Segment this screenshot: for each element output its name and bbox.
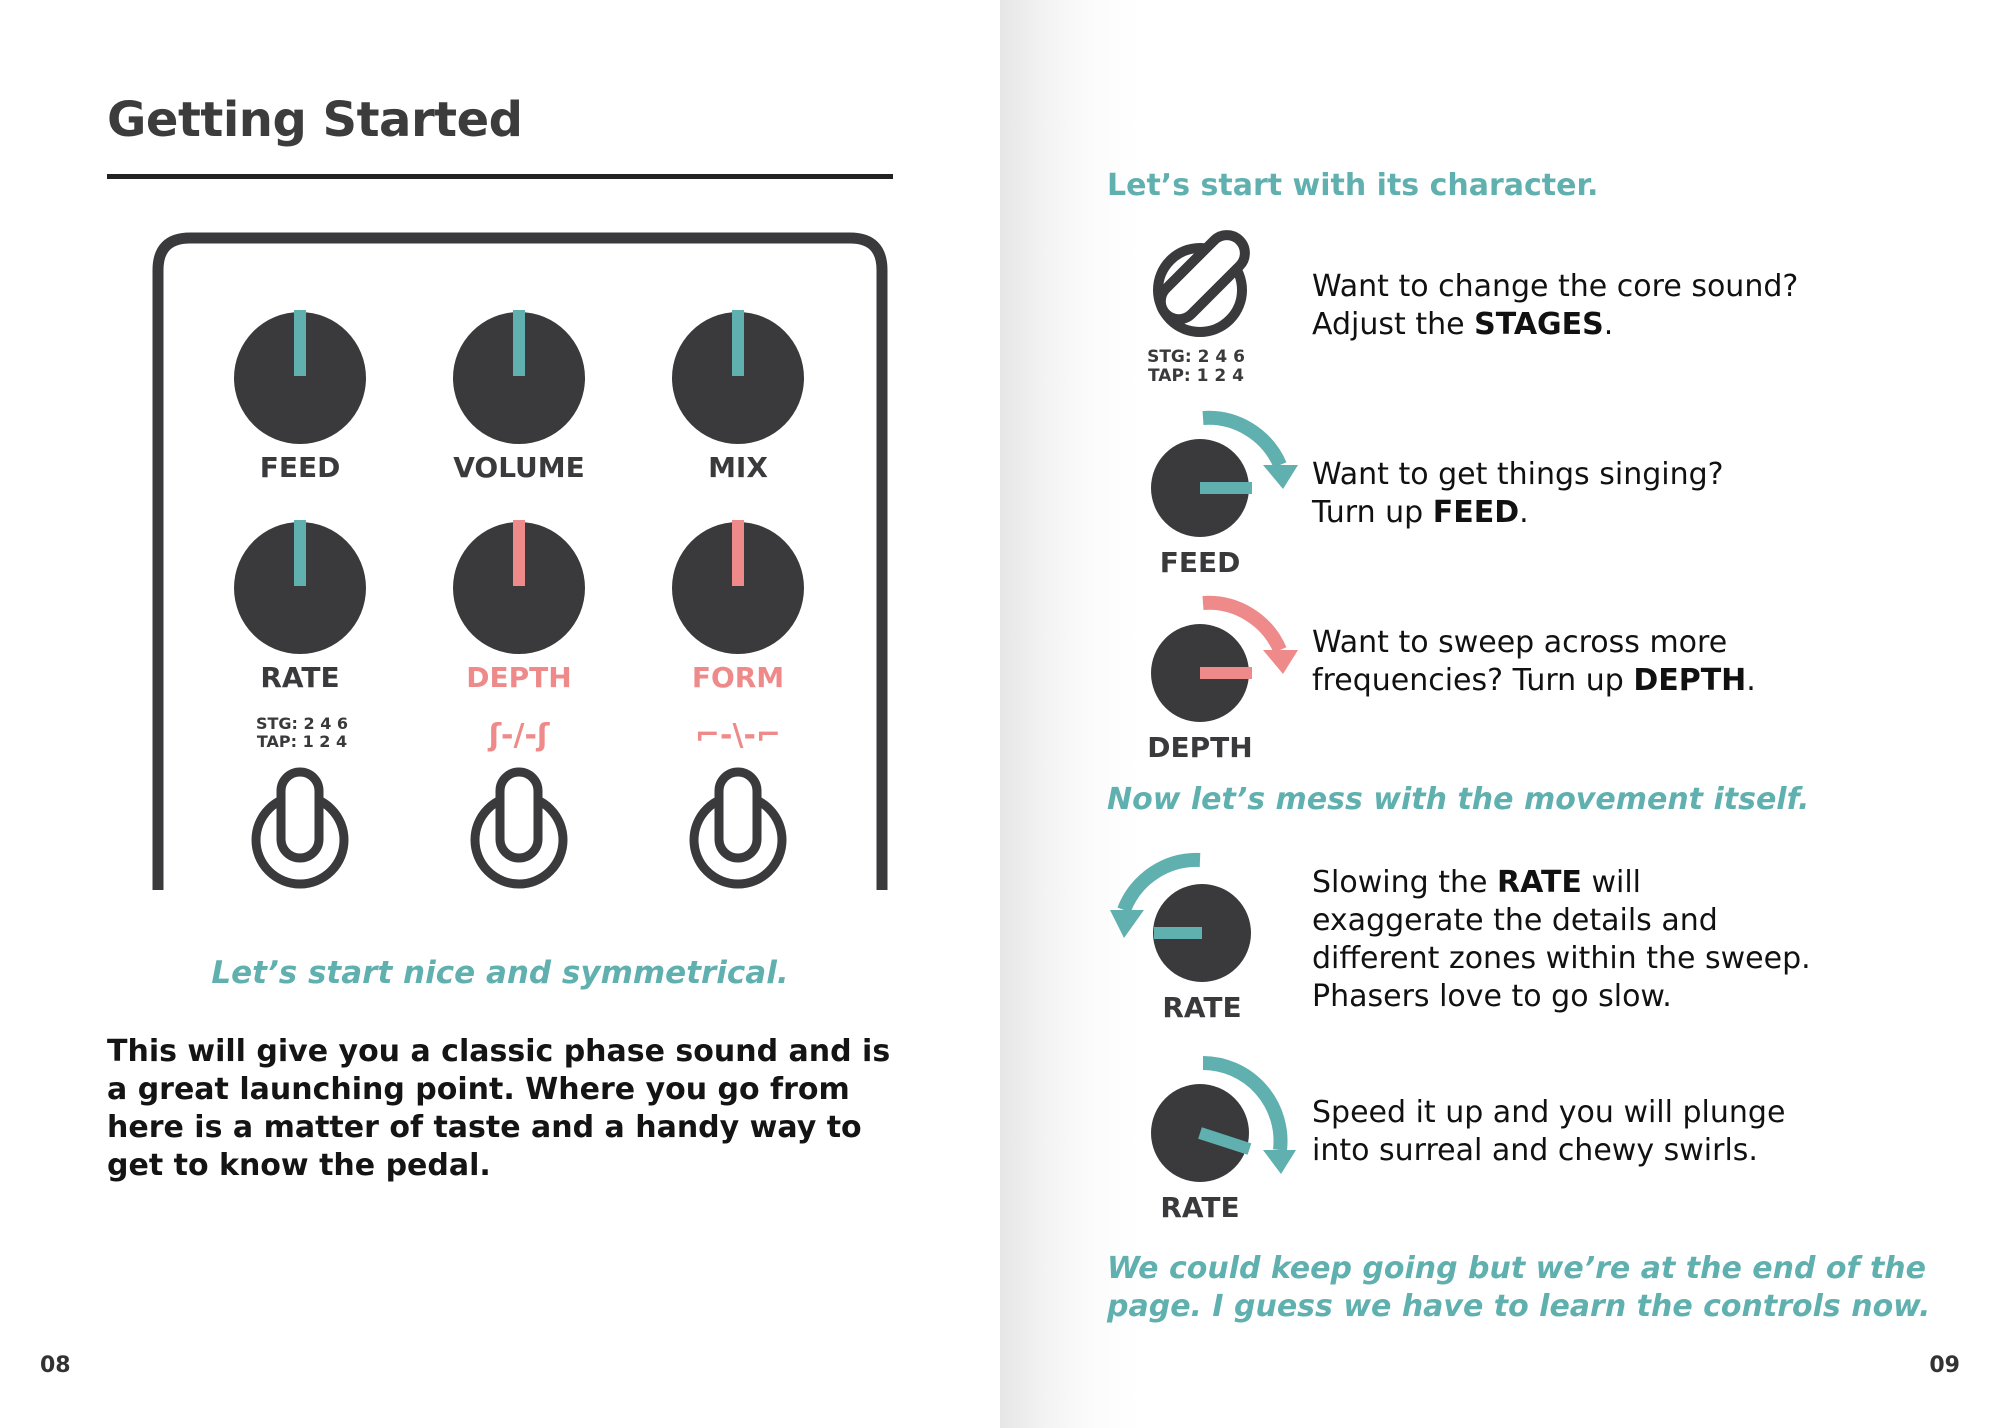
depth-icon-label: DEPTH — [1147, 731, 1253, 764]
stages-icon-stg: STG: 2 4 6 — [1147, 347, 1245, 367]
knob-feed — [234, 310, 366, 444]
label-rate: RATE — [260, 661, 340, 694]
body-paragraph: This will give you a classic phase sound and is a great launching point. Where you go from here is a matter of taste and a handy way to get to know the pedal. — [107, 1034, 891, 1183]
stages-icon-tap: TAP: 1 2 4 — [1148, 366, 1244, 386]
section-heading-movement: Now let’s mess with the movement itself. — [1107, 782, 1810, 817]
knob-indicator — [513, 310, 525, 376]
label-form: FORM — [691, 661, 785, 694]
stages-switch-label-tap: TAP: 1 2 4 — [256, 732, 348, 751]
rate-icon-label-fast: RATE — [1160, 1191, 1240, 1224]
feed-icon-label: FEED — [1159, 546, 1241, 579]
page-number-left: 08 — [40, 1353, 71, 1378]
stages-switch-label-stg: STG: 2 4 6 — [255, 714, 349, 733]
knob-indicator — [732, 310, 744, 376]
depth-knob-icon — [1138, 590, 1298, 770]
knob-depth — [453, 520, 585, 654]
label-mix: MIX — [708, 451, 768, 484]
form-toggle-switch — [694, 772, 782, 884]
knob-indicator — [294, 520, 306, 586]
rate-fast-knob-icon — [1138, 1050, 1298, 1230]
lead-sentence: Let’s start nice and symmetrical. — [211, 955, 789, 991]
section-heading-character: Let’s start with its character. — [1107, 168, 1599, 203]
tip-stages: Want to change the core sound? Adjust the STAGES. — [1312, 269, 1799, 342]
knob-indicator — [1154, 927, 1202, 939]
title-divider — [107, 174, 893, 179]
depth-switch-symbol: ʃ-/-ʃ — [488, 718, 550, 753]
knob-rate — [234, 520, 366, 654]
depth-toggle-switch — [475, 772, 563, 884]
knob-indicator — [732, 520, 744, 586]
feed-knob-icon — [1138, 405, 1298, 585]
page-number-right: 09 — [1929, 1353, 1960, 1378]
tip-rate-fast: Speed it up and you will plunge into surreal and chewy swirls. — [1312, 1095, 1786, 1168]
tip-rate-slow: Slowing the RATE will exaggerate the details and different zones within the sweep. Phasers love to go slow. — [1312, 865, 1811, 1014]
label-feed: FEED — [259, 451, 341, 484]
label-depth: DEPTH — [466, 661, 572, 694]
knob-form — [672, 520, 804, 654]
knob-indicator — [294, 310, 306, 376]
knob-indicator — [1200, 667, 1252, 679]
knob-indicator — [1200, 482, 1252, 494]
rate-slow-knob-icon — [1110, 850, 1290, 1030]
tip-depth: Want to sweep across more frequencies? Turn up DEPTH. — [1312, 625, 1756, 698]
rate-icon-label-slow: RATE — [1162, 991, 1242, 1024]
stages-toggle-switch — [256, 772, 344, 884]
knob-mix — [672, 310, 804, 444]
form-switch-symbol: ⌐-\-⌐ — [694, 718, 782, 753]
closing-remark: We could keep going but we’re at the end of the page. I guess we have to learn the controls now. — [1107, 1251, 1931, 1324]
stages-toggle-icon — [1138, 228, 1268, 388]
right-page — [1000, 0, 2000, 1428]
label-volume: VOLUME — [453, 451, 585, 484]
pedal-illustration — [150, 230, 890, 900]
page-title: Getting Started — [107, 92, 523, 148]
tip-feed: Want to get things singing? Turn up FEED. — [1312, 457, 1724, 530]
knob-volume — [453, 310, 585, 444]
knob-indicator — [513, 520, 525, 586]
